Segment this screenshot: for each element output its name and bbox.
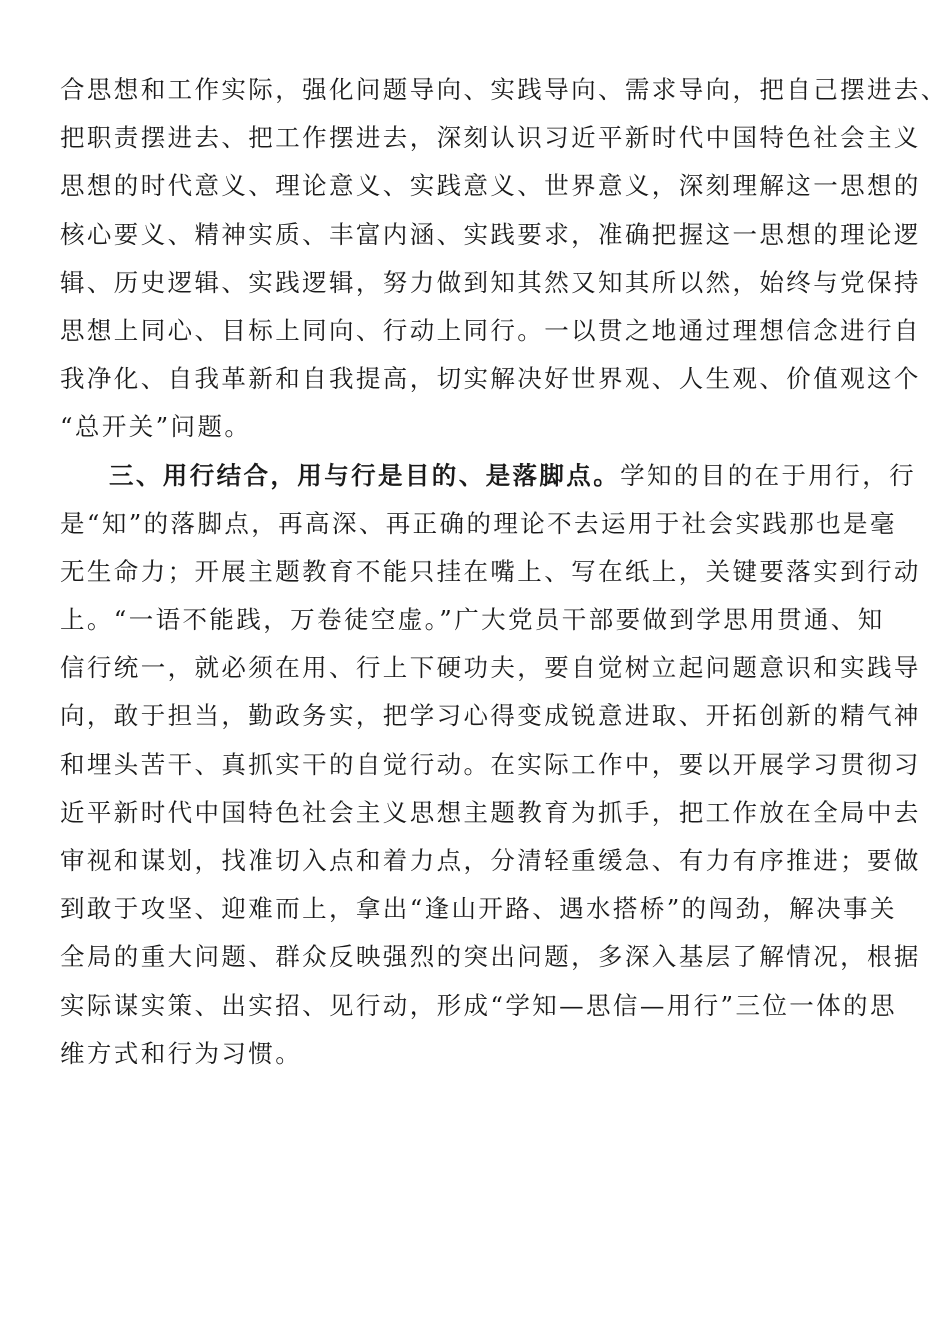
paragraph-2-line: 是“知”的落脚点，再高深、再正确的理论不去运用于社会实践那也是毫: [60, 508, 897, 538]
paragraph-1-line: 合思想和工作实际，强化问题导向、实践导向、需求导向，把自己摆进去、: [60, 75, 948, 104]
section-heading: 三、用行结合，用与行是目的、是落脚点。: [109, 460, 621, 490]
paragraph-2-first-line-text: 学知的目的在于用行，行: [620, 460, 917, 490]
paragraph-2-line: 到敢于攻坚、迎难而上，拿出“逢山开路、遇水搭桥”的闯劲，解决事关: [60, 894, 897, 924]
paragraph-2-line: 上。“一语不能践，万卷徒空虚。”广大党员干部要做到学思用贯通、知: [60, 605, 885, 635]
paragraph-2-line: 全局的重大问题、群众反映强烈的突出问题，多深入基层了解情况，根据: [60, 942, 921, 972]
paragraph-1-line: 把职责摆进去、把工作摆进去，深刻认识习近平新时代中国特色社会主义: [60, 123, 921, 153]
paragraph-2-line: 向，敢于担当，勤政务实，把学习心得变成锐意进取、开拓创新的精气神: [60, 701, 921, 731]
paragraph-1: [60, 66, 948, 452]
paragraph-2-line: 维方式和行为习惯。: [60, 1038, 303, 1068]
paragraph-2: [60, 452, 921, 1078]
paragraph-2-line: 近平新时代中国特色社会主义思想主题教育为抓手，把工作放在全局中去: [60, 797, 921, 827]
paragraph-1-line: 我净化、自我革新和自我提高，切实解决好世界观、人生观、价值观这个: [60, 364, 921, 394]
paragraph-1-line: 核心要义、精神实质、丰富内涵、实践要求，准确把握这一思想的理论逻: [60, 219, 921, 249]
document-body: [60, 66, 948, 1078]
paragraph-2-line: 实际谋实策、出实招、见行动，形成“学知—思信—用行”三位一体的思: [60, 990, 897, 1020]
paragraph-2-line: 信行统一，就必须在用、行上下硬功夫，要自觉树立起问题意识和实践导: [60, 653, 921, 683]
paragraph-1-line: 思想上同心、目标上同向、行动上同行。一以贯之地通过理想信念进行自: [60, 315, 921, 345]
paragraph-1-line: 辑、历史逻辑、实践逻辑，努力做到知其然又知其所以然，始终与党保持: [60, 267, 921, 297]
paragraph-1-line: 思想的时代意义、理论意义、实践意义、世界意义，深刻理解这一思想的: [60, 171, 921, 201]
paragraph-2-line: 审视和谋划，找准切入点和着力点，分清轻重缓急、有力有序推进；要做: [60, 846, 921, 875]
paragraph-2-line: 和埋头苦干、真抓实干的自觉行动。在实际工作中，要以开展学习贯彻习: [60, 749, 921, 779]
paragraph-1-line: “总开关”问题。: [60, 412, 252, 442]
paragraph-2-line: 无生命力；开展主题教育不能只挂在嘴上、写在纸上，关键要落实到行动: [60, 556, 921, 586]
paragraph-2-first-line: [60, 452, 917, 500]
